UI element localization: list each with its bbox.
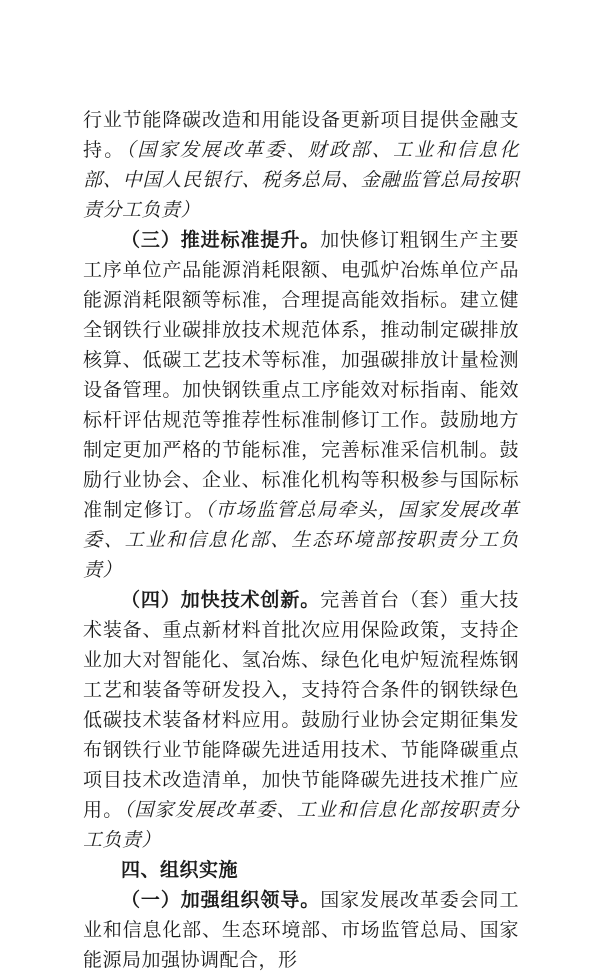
paragraph-lead-label: （一）加强组织领导。 xyxy=(121,890,321,911)
paragraph-lead-label: （四）加快技术创新。 xyxy=(121,590,321,611)
paragraph-body-text: 行业节能降碳改造和用能设备更新项目提供金融支持。 xyxy=(83,110,519,161)
responsibility-attribution: （市场监管总局牵头，国家发展改革委、工业和信息化部、生态环境部按职责分工负责） xyxy=(83,500,519,581)
paragraph-continuation xyxy=(83,106,519,226)
paragraph-lead-label: （三）推进标准提升。 xyxy=(121,230,321,251)
paragraph-body-text: 完善首台（套）重大技术装备、重点新材料首批次应用保险政策，支持企业加大对智能化、氢冶炼、绿色化电炉短流程炼钢工艺和装备等研发投入，支持符合条件的钢铁绿色低碳技术装备材料应用。鼓励行业协会定期征集发布钢铁行业节能降碳先进适用技术、节能降碳重点项目技术改造清单，加快节能降碳先进技术推广应用。 xyxy=(83,590,519,821)
paragraph-item-4 xyxy=(83,586,519,856)
paragraph-body-text: 国家发展改革委会同工业和信息化部、生态环境部、市场监管总局、国家能源局加强协调配合，形 xyxy=(83,890,519,971)
responsibility-attribution: （国家发展改革委、工业和信息化部按职责分工负责） xyxy=(83,800,519,851)
paragraph-item-3 xyxy=(83,226,519,586)
paragraph-body-text: 加快修订粗钢生产主要工序单位产品能源消耗限额、电弧炉冶炼单位产品能源消耗限额等标准，合理提高能效指标。建立健全钢铁行业碳排放技术规范体系，推动制定碳排放核算、低碳工艺技术等标准，加强碳排放计量检测设备管理。加快钢铁重点工序能效对标指南、能效标杆评估规范等推荐性标准制修订工作。鼓励地方制定更加严格的节能标准，完善标准采信机制。鼓励行业协会、企业、标准化机构等积极参与国际标准制定修订。 xyxy=(83,230,519,521)
section-heading-organization: 四、组织实施 xyxy=(121,860,239,881)
page-content xyxy=(83,106,519,976)
paragraph-item-1-org xyxy=(83,886,519,976)
responsibility-attribution: （国家发展改革委、财政部、工业和信息化部、中国人民银行、税务总局、金融监管总局按职责分工负责） xyxy=(83,140,519,221)
